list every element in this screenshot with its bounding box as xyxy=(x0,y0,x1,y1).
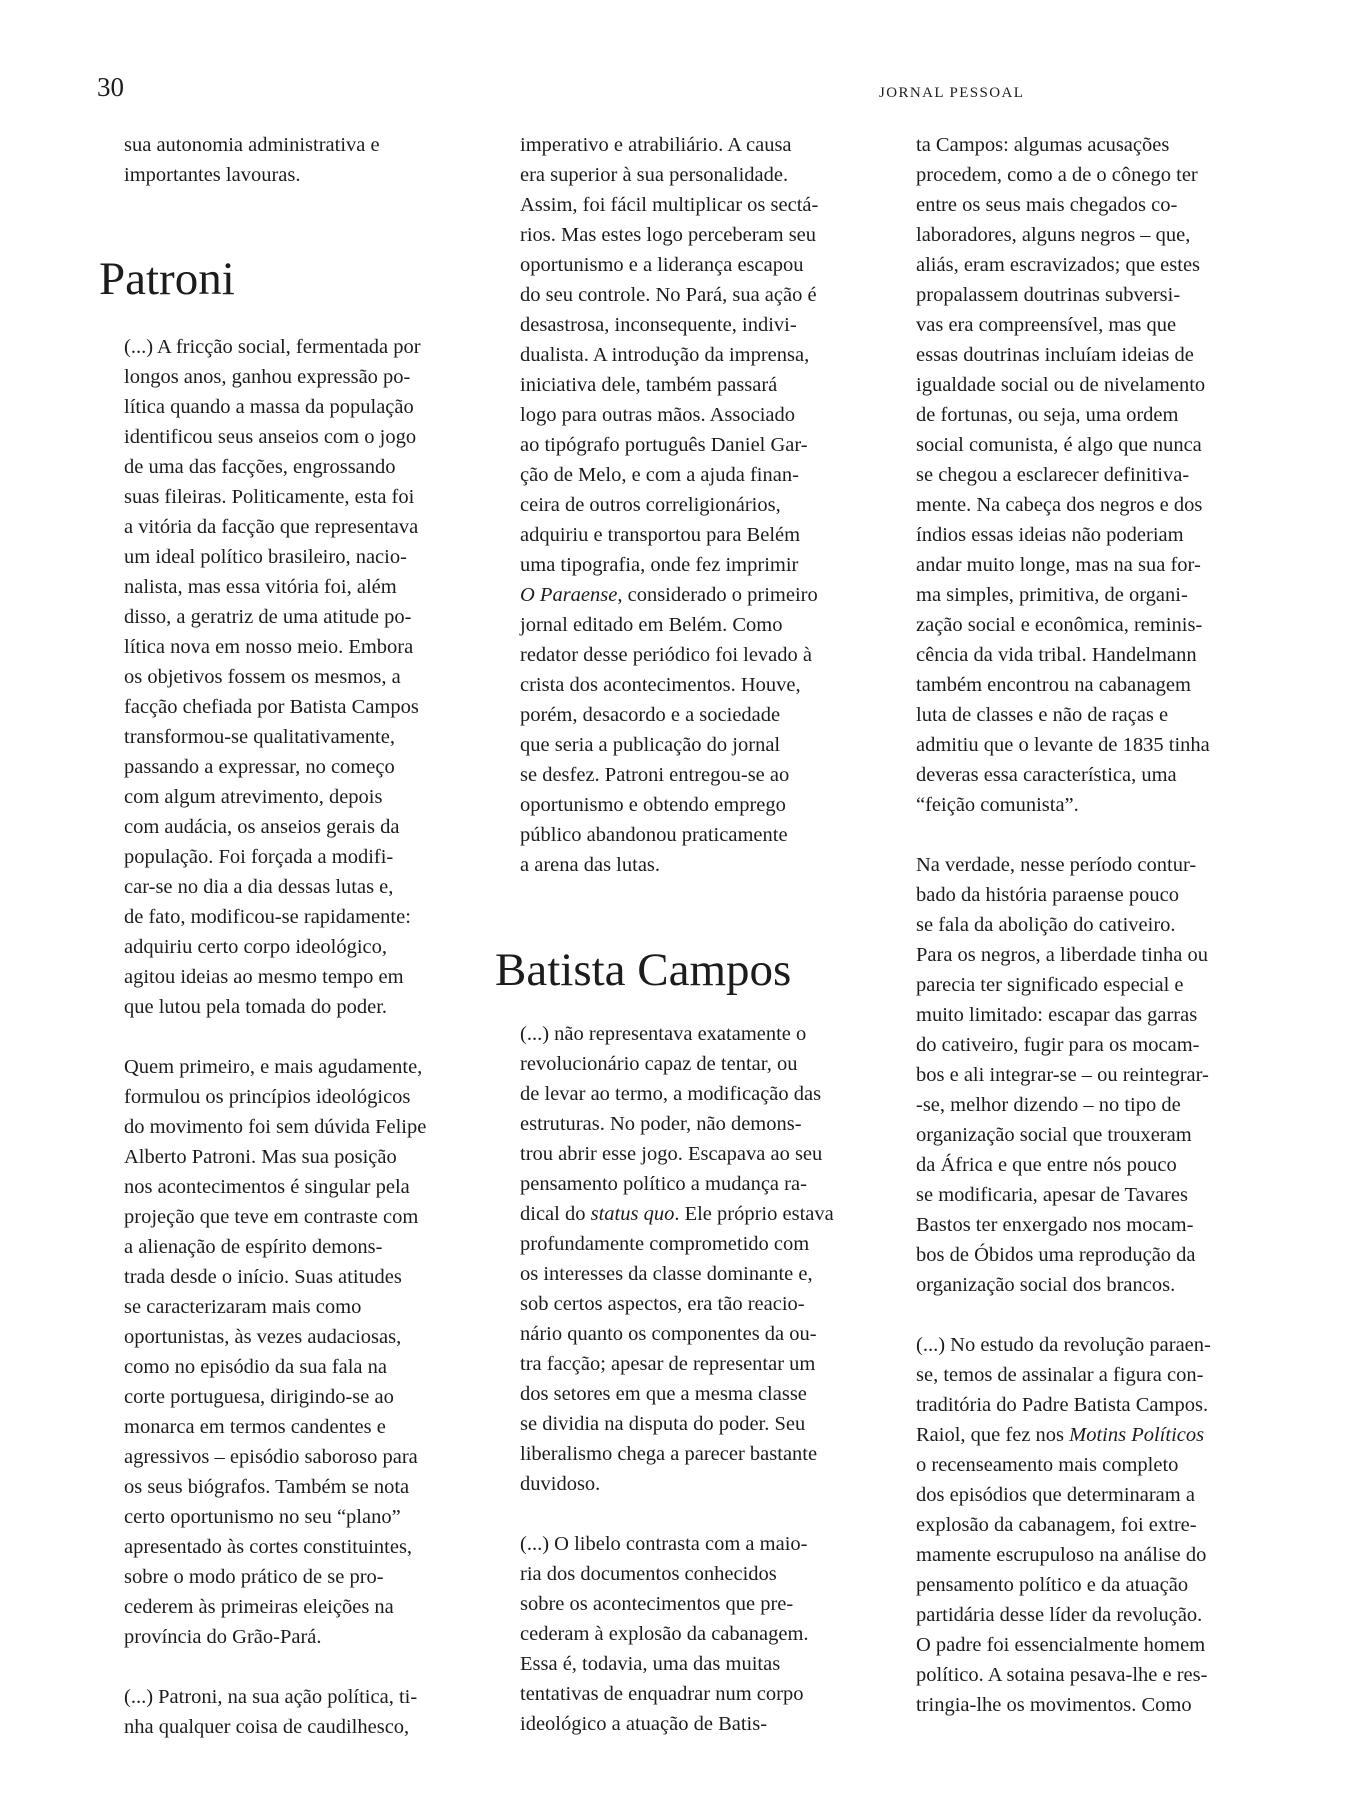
paragraph: ta Campos: algumas acusações procedem, como a de o cônego ter entre os seus mais chegados co- laboradores, alguns negros – que, aliás, eram escravizados; que estes propalassem doutrinas subversi- vas era compreensível, mas que essas doutrinas incluíam ideias de igualdade social ou de nivelamento de fortunas, ou seja, uma ordem social comunista, é algo que nunca se chegou a esclarecer definitiva- mente. Na cabeça dos negros e dos índios essas ideias não poderiam andar muito longe, mas na sua for- ma simples, primitiva, de organi- zação social e econômica, reminis- cência da vida tribal. Handelmann também encontrou na cabanagem luta de classes e não de raças e admitiu que o levante de 1835 tinha deveras essa característica, uma “feição comunista”. xyxy=(916,134,1210,816)
newspaper-title: O Paraense xyxy=(520,584,618,606)
section-heading-batista-campos: Batista Campos xyxy=(495,944,792,996)
paragraph: Na verdade, nesse período contur- bado da história paraense pouco se fala da abolição do cativeiro. Para os negros, a liberdade tinha ou parecia ter significado especial e muito limitado: escapar das garras do cativeiro, fugir para os mocam- bos e ali integrar-se – ou reintegrar- -se, melhor dizendo – no tipo de organização social que trouxeram da África e que entre nós pouco se modificaria, apesar de Tavares Bastos ter enxergado nos mocam- bos de Óbidos uma reprodução da organização social dos brancos. xyxy=(916,854,1209,1296)
text-run: (...) não representava exatamente o revolucionário capaz de tentar, ou de levar ao termo, a modificação das estruturas. No poder, não demons- trou abrir esse jogo. Escapava ao seu pensamento político a mudança ra- dical do xyxy=(520,1023,823,1225)
column-right xyxy=(916,130,1268,1720)
paragraph xyxy=(916,1330,1268,1720)
column-middle xyxy=(495,130,872,1739)
section-heading-patroni: Patroni xyxy=(99,253,235,305)
text-run: (...) No estudo da revolução paraen- se, temos de assinalar a figura con- traditória do Padre Batista Campos. Raiol, que fez nos xyxy=(916,1334,1211,1446)
column-left xyxy=(99,130,476,1742)
book-title: Motins Políticos xyxy=(1069,1424,1205,1446)
page-number: 30 xyxy=(97,72,124,102)
text-run: imperativo e atrabiliário. A causa era superior à sua personalidade. Assim, foi fácil multiplicar os sectá- rios. Mas estes logo perceberam seu oportunismo e a liderança escapou do seu controle. No Pará, sua ação é desastrosa, inconsequente, indivi- dualista. A introdução da imprensa, iniciativa dele, também passará logo para outras mãos. Associado ao tipógrafo português Daniel Gar- ção de Melo, e com a ajuda finan- ceira de outros correligionários, adquiriu e transportou para Belém uma tipografia, onde fez imprimir xyxy=(520,134,819,576)
running-head: JORNAL PESSOAL xyxy=(879,85,1025,101)
text-run: , considerado o primeiro jornal editado em Belém. Como redator desse periódico foi levado à crista dos acontecimentos. Houve, porém, desacordo e a sociedade que seria a publicação do jornal se desfez. Patroni entregou-se ao oportunismo e obtendo emprego público abandonou praticamente a arena das lutas. xyxy=(520,584,818,876)
paragraph: (...) O libelo contrasta com a maio- ria dos documentos conhecidos sobre os acontecimentos que pre- cederam à explosão da cabanagem. Essa é, todavia, uma das muitas tentativas de enquadrar num corpo ideológico a atuação de Batis- xyxy=(520,1533,809,1735)
paragraph: (...) A fricção social, fermentada por longos anos, ganhou expressão po- lítica quando a massa da população identificou seus anseios com o jogo de uma das facções, engrossando suas fileiras. Politicamente, esta foi a vitória da facção que representava um ideal político brasileiro, nacio- nalista, mas essa vitória foi, além disso, a geratriz de uma atitude po- lítica nova em nosso meio. Embora os objetivos fossem os mesmos, a facção chefiada por Batista Campos transformou-se qualitativamente, passando a expressar, no começo com algum atrevimento, depois com audácia, os anseios gerais da população. Foi forçada a modifi- car-se no dia a dia dessas lutas e, de fato, modificou-se rapidamente: adquiriu certo corpo ideológico, agitou ideias ao mesmo tempo em que lutou pela tomada do poder. xyxy=(124,336,421,1018)
latin-term: status quo xyxy=(590,1203,675,1225)
paragraph xyxy=(520,130,872,880)
text-run: . Ele próprio estava profundamente comprometido com os interesses da classe dominante e, sob certos aspectos, era tão reacio- nário quanto os componentes da ou- tra facção; apesar de representar um dos setores em que a mesma classe se dividia na disputa do poder. Seu liberalismo chega a parecer bastante duvidoso. xyxy=(520,1203,834,1495)
paragraph: Quem primeiro, e mais agudamente, formulou os princípios ideológicos do movimento foi sem dúvida Felipe Alberto Patroni. Mas sua posição nos acontecimentos é singular pela projeção que teve em contraste com a alienação de espírito demons- trada desde o início. Suas atitudes se caracterizaram mais como oportunistas, às vezes audaciosas, como no episódio da sua fala na corte portuguesa, dirigindo-se ao monarca em termos candentes e agressivos – episódio saboroso para os seus biógrafos. Também se nota certo oportunismo no seu “plano” apresentado às cortes constituintes, sobre o modo prático de se pro- cederem às primeiras eleições na província do Grão-Pará. xyxy=(124,1056,427,1648)
paragraph xyxy=(520,1019,872,1499)
text-run: o recenseamento mais completo dos episódios que determinaram a explosão da cabanagem, foi extre- mamente escrupuloso na análise do pensamento político e da atuação partidária desse líder da revolução. O padre foi essencialmente homem político. A sotaina pesava-lhe e res- tringia-lhe os movimentos. Como xyxy=(916,1454,1208,1716)
paragraph: sua autonomia administrativa e importantes lavouras. xyxy=(124,134,380,186)
paragraph: (...) Patroni, na sua ação política, ti- nha qualquer coisa de caudilhesco, xyxy=(124,1686,418,1738)
